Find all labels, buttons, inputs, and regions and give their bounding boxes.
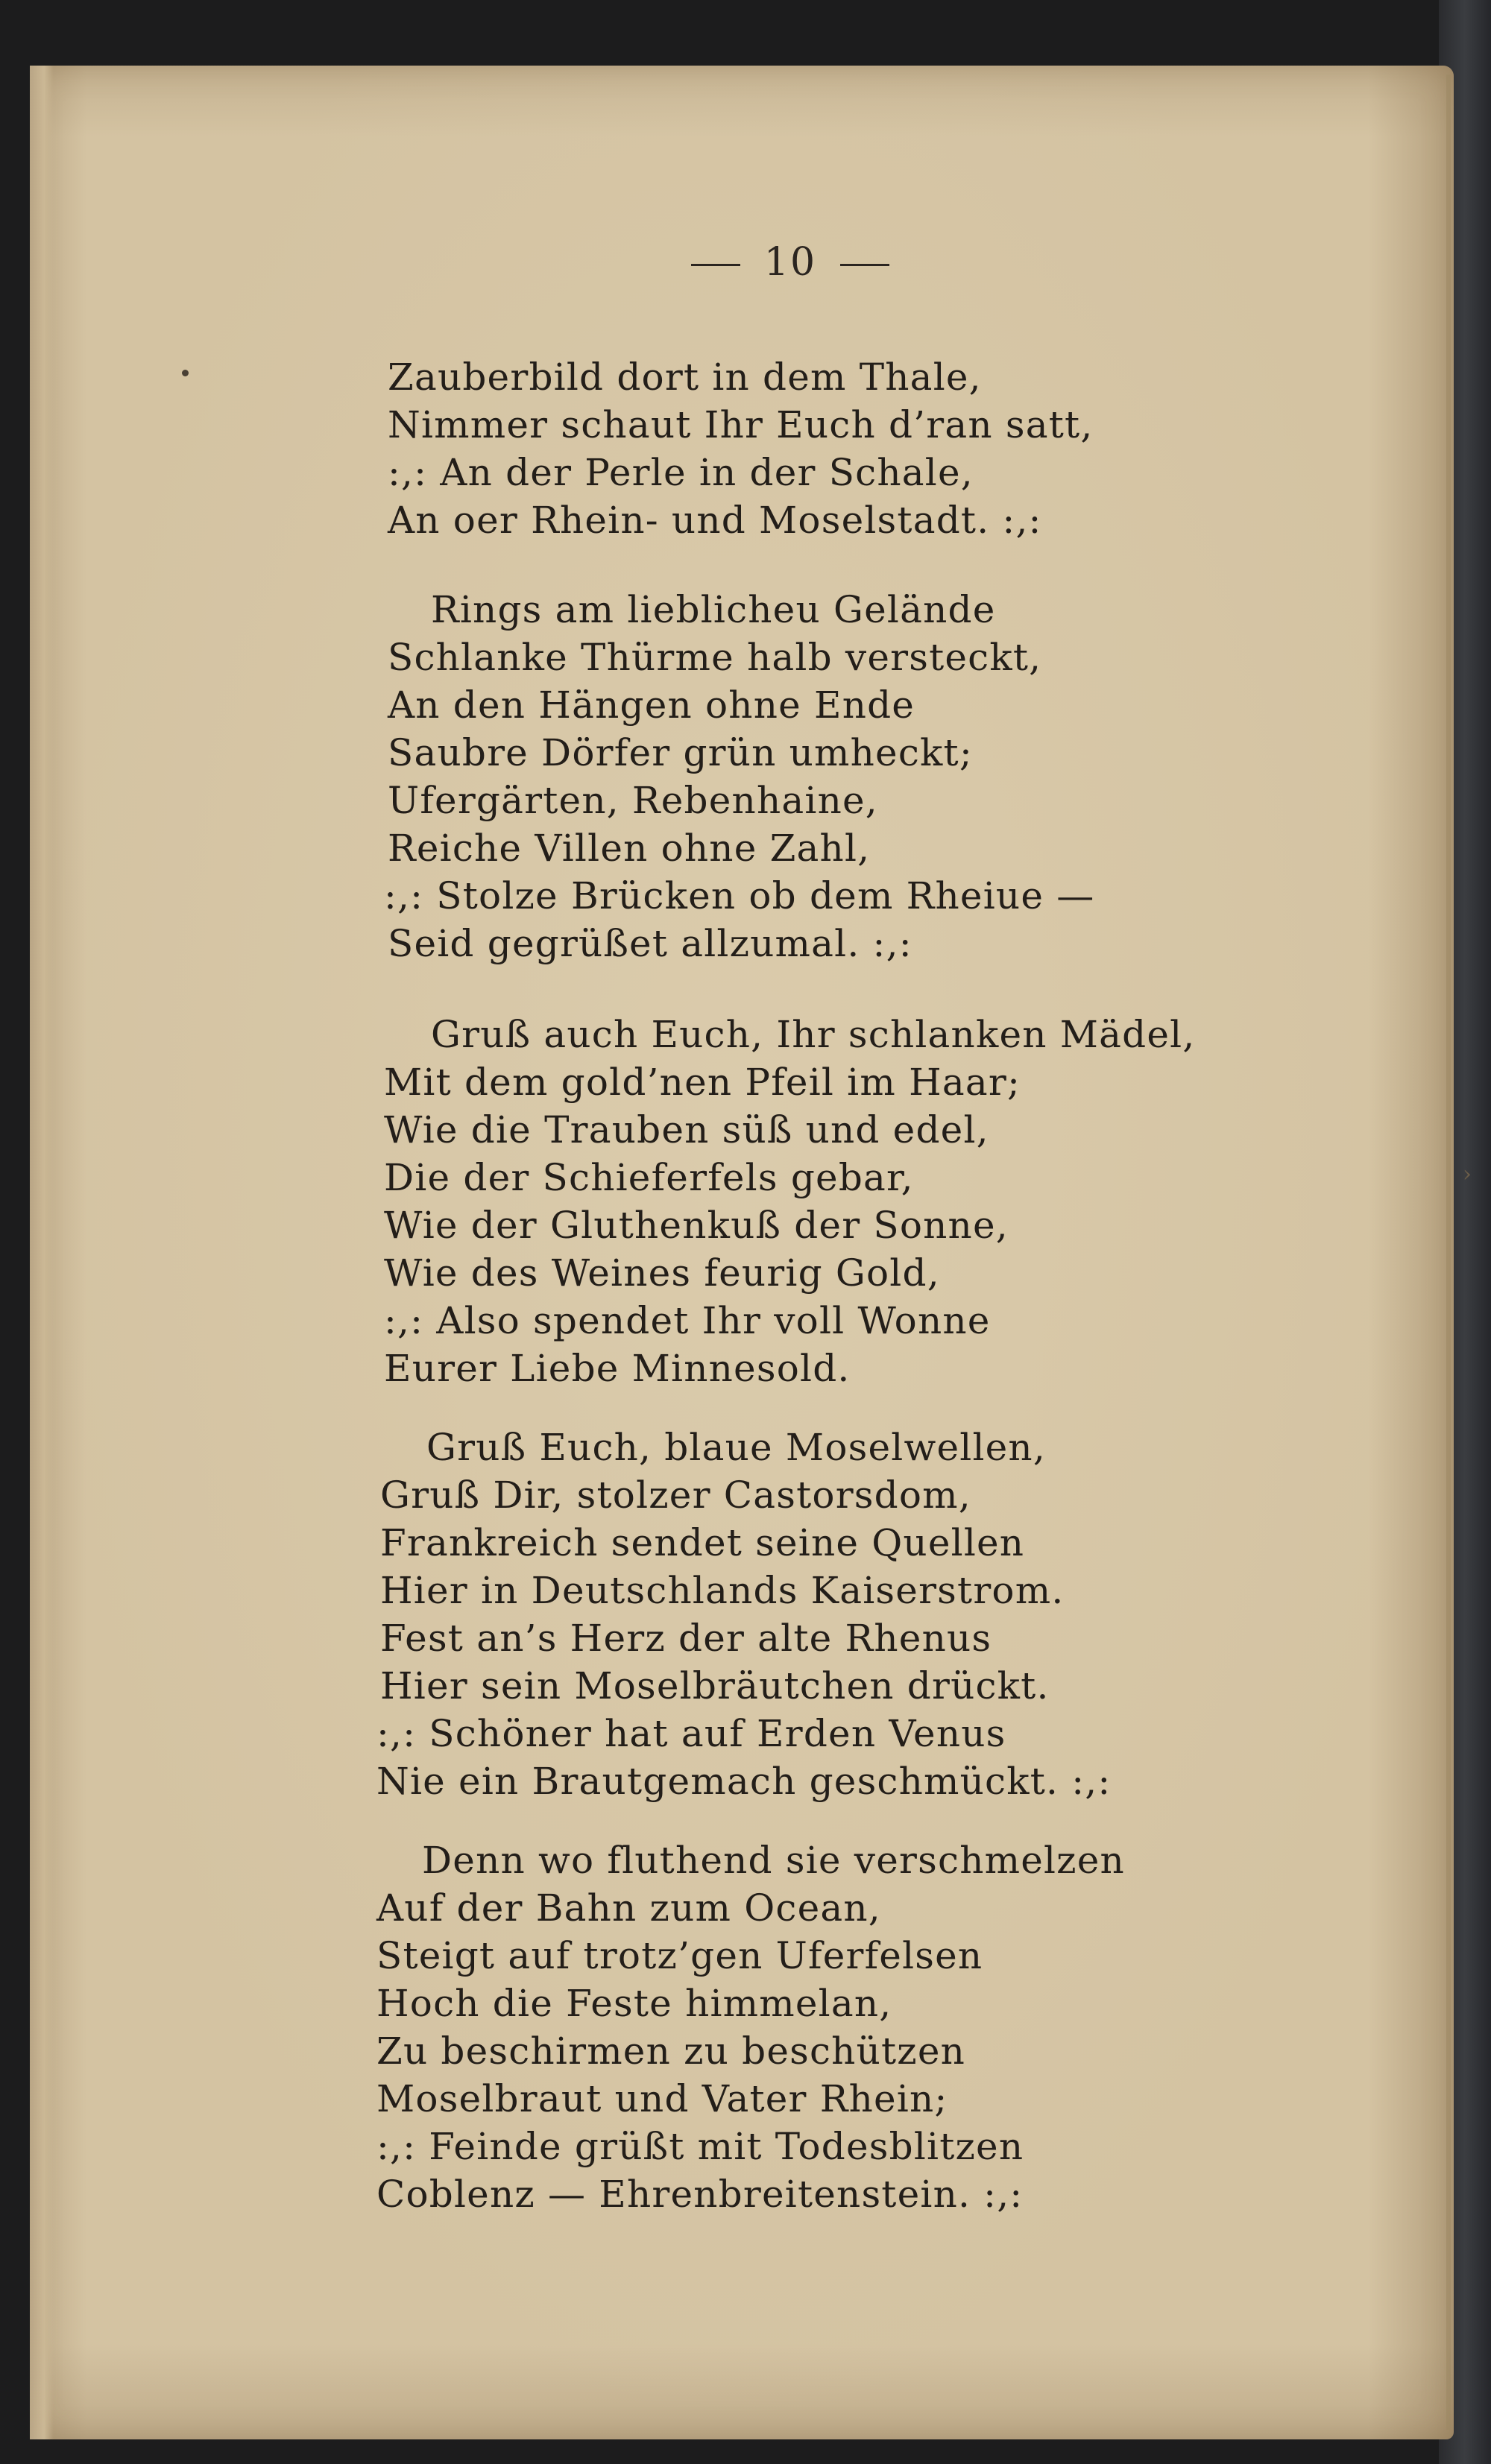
margin-bracket-mark: ›: [1463, 1161, 1472, 1187]
poem-line: Eurer Liebe Minnesold.: [384, 1347, 851, 1390]
poem-line: :,: Schöner hat auf Erden Venus: [376, 1712, 1006, 1755]
poem-line: Hier sein Moselbräutchen drückt.: [380, 1664, 1050, 1708]
poem-line: Nimmer schaut Ihr Euch d’ran satt,: [388, 403, 1094, 446]
poem-line: An den Hängen ohne Ende: [388, 683, 915, 727]
poem-line: :,: Also spendet Ihr voll Wonne: [384, 1299, 991, 1342]
poem-line: Zu beschirmen zu beschützen: [376, 2029, 966, 2073]
poem-line: Die der Schieferfels gebar,: [384, 1156, 914, 1199]
poem-line: Reiche Villen ohne Zahl,: [388, 827, 871, 870]
poem-line: Steigt auf trotz’gen Uferfelsen: [376, 1934, 983, 1977]
poem-line: Frankreich sendet seine Quellen: [380, 1521, 1025, 1564]
poem-line: Coblenz — Ehrenbreitenstein. :,:: [376, 2173, 1024, 2216]
poem-line: Schlanke Thürme halb versteckt,: [388, 636, 1042, 679]
poem-line: Wie die Trauben süß und edel,: [384, 1108, 989, 1152]
page-number: 10: [763, 240, 817, 285]
poem-line: Mit dem gold’nen Pfeil im Haar;: [384, 1061, 1021, 1104]
poem-line: Wie des Weines feurig Gold,: [384, 1251, 940, 1295]
poem-line: Seid gegrüßet allzumal. :,:: [388, 922, 912, 965]
poem-line: Rings am lieblicheu Gelände: [431, 588, 996, 631]
poem-line: Hoch die Feste himmelan,: [376, 1982, 892, 2025]
poem-line: :,: Stolze Brücken ob dem Rheiue —: [384, 874, 1095, 917]
poem-line: Denn wo fluthend sie verschmelzen: [422, 1839, 1125, 1882]
poem-line: Gruß Dir, stolzer Castorsdom,: [380, 1473, 971, 1517]
poem-line: Wie der Gluthenkuß der Sonne,: [384, 1204, 1009, 1247]
poem-line: Nie ein Brautgemach geschmückt. :,:: [376, 1760, 1112, 1803]
poem-line: Zauberbild dort in dem Thale,: [388, 356, 982, 399]
poem-line: :,: An der Perle in der Schale,: [388, 451, 974, 494]
poem-line: Saubre Dörfer grün umheckt;: [388, 731, 973, 774]
poem-line: Auf der Bahn zum Ocean,: [376, 1886, 881, 1930]
poem-line: Gruß auch Euch, Ihr schlanken Mädel,: [431, 1013, 1196, 1056]
poem-line: Moselbraut und Vater Rhein;: [376, 2077, 948, 2120]
poem-line: Ufergärten, Rebenhaine,: [388, 779, 878, 822]
poem-line: Hier in Deutschlands Kaiserstrom.: [380, 1569, 1065, 1612]
poem-line: Gruß Euch, blaue Moselwellen,: [426, 1426, 1046, 1469]
poem-line: :,: Feinde grüßt mit Todesblitzen: [376, 2125, 1024, 2168]
poem-line: Fest an’s Herz der alte Rhenus: [380, 1617, 992, 1660]
poem-line: An oer Rhein- und Moselstadt. :,:: [388, 499, 1042, 542]
